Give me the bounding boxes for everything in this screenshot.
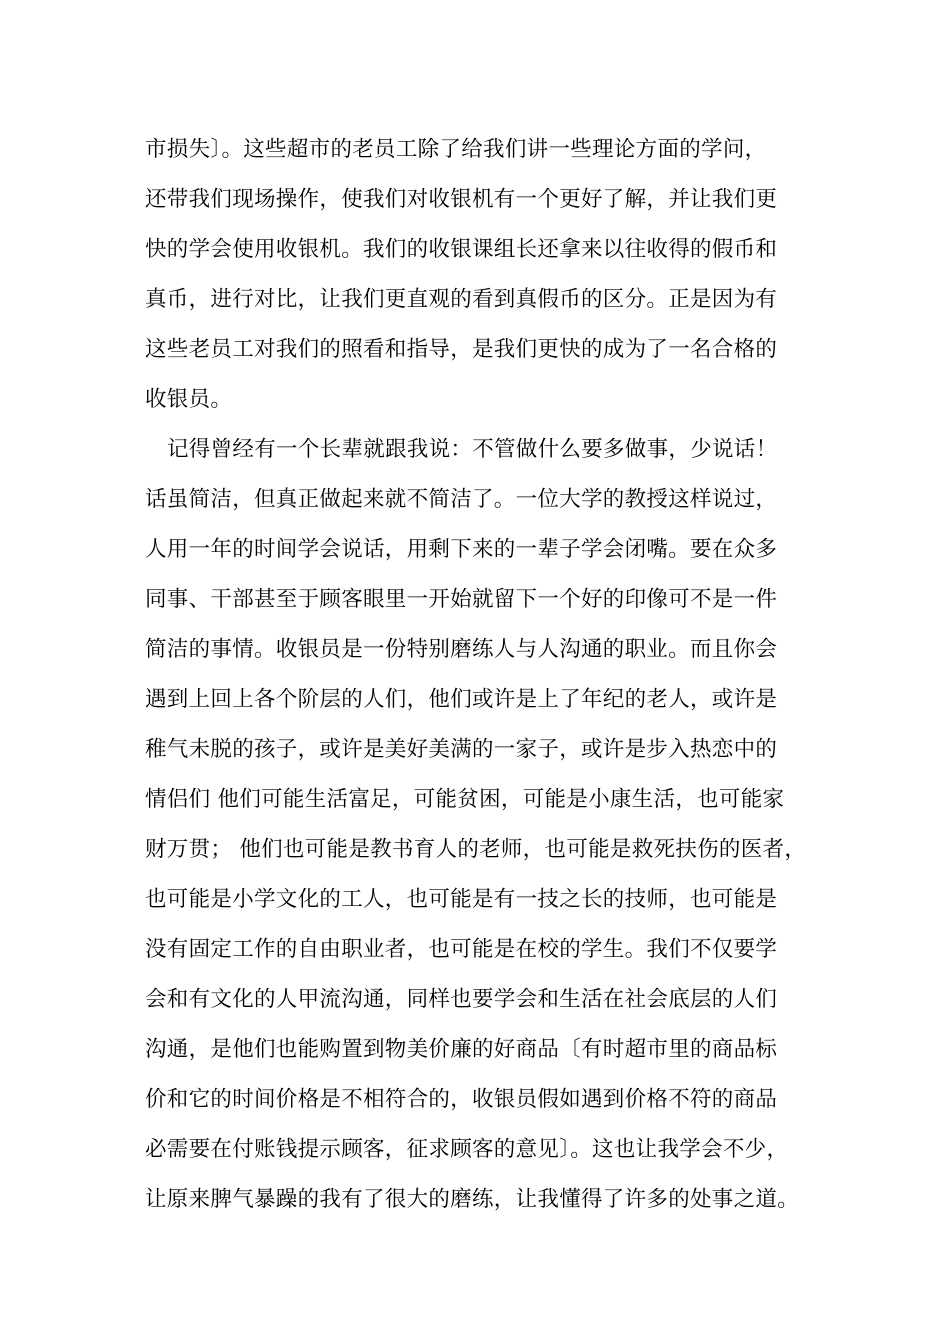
- text-line: 快的学会使用收银机。我们的收银课组长还拿来以往收得的假币和: [145, 237, 778, 262]
- text-line: 简洁的事情。收银员是一份特别磨练人与人沟通的职业。而且你会: [145, 637, 778, 662]
- text-line: 会和有文化的人甲流沟通，同样也要学会和生活在社会底层的人们: [145, 987, 778, 1012]
- text-line: 这些老员工对我们的照看和指导，是我们更快的成为了一名合格的: [145, 337, 778, 362]
- text-line: 财万贯； 他们也可能是教书育人的老师，也可能是救死扶伤的医者，: [145, 837, 807, 862]
- text-line: 价和它的时间价格是不相符合的，收银员假如遇到价格不符的商品: [145, 1087, 778, 1112]
- text-line: 话虽简洁，但真正做起来就不简洁了。一位大学的教授这样说过，: [145, 487, 778, 512]
- text-line: 遇到上回上各个阶层的人们，他们或许是上了年纪的老人，或许是: [145, 687, 778, 712]
- text-line: 同事、干部甚至于顾客眼里一开始就留下一个好的印像可不是一件: [145, 587, 778, 612]
- text-line: 也可能是小学文化的工人，也可能是有一技之长的技师，也可能是: [145, 887, 778, 912]
- text-line: 稚气未脱的孩子，或许是美好美满的一家子，或许是步入热恋中的: [145, 737, 778, 762]
- text-line: 还带我们现场操作，使我们对收银机有一个更好了解，并让我们更: [145, 187, 778, 212]
- text-line: 收银员。: [145, 387, 233, 412]
- text-line: 让原来脾气暴躁的我有了很大的磨练，让我懂得了许多的处事之道。: [145, 1187, 800, 1212]
- text-line: 市损失〕。这些超市的老员工除了给我们讲一些理论方面的学问，: [145, 137, 767, 162]
- text-line: 沟通，是他们也能购置到物美价廉的好商品〔有时超市里的商品标: [145, 1037, 778, 1062]
- text-line: 必需要在付账钱提示顾客，征求顾客的意见〕。这也让我学会不少，: [145, 1137, 789, 1162]
- text-line: 人用一年的时间学会说话，用剩下来的一辈子学会闭嘴。要在众多: [145, 537, 778, 562]
- text-line: 没有固定工作的自由职业者，也可能是在校的学生。我们不仅要学: [145, 937, 778, 962]
- text-line: 真币，进行对比，让我们更直观的看到真假币的区分。正是因为有: [145, 287, 778, 312]
- text-line: 情侣们 他们可能生活富足，可能贫困，可能是小康生活，也可能家: [145, 787, 785, 812]
- text-line: 记得曾经有一个长辈就跟我说：不管做什么要多做事，少说话！: [167, 437, 778, 462]
